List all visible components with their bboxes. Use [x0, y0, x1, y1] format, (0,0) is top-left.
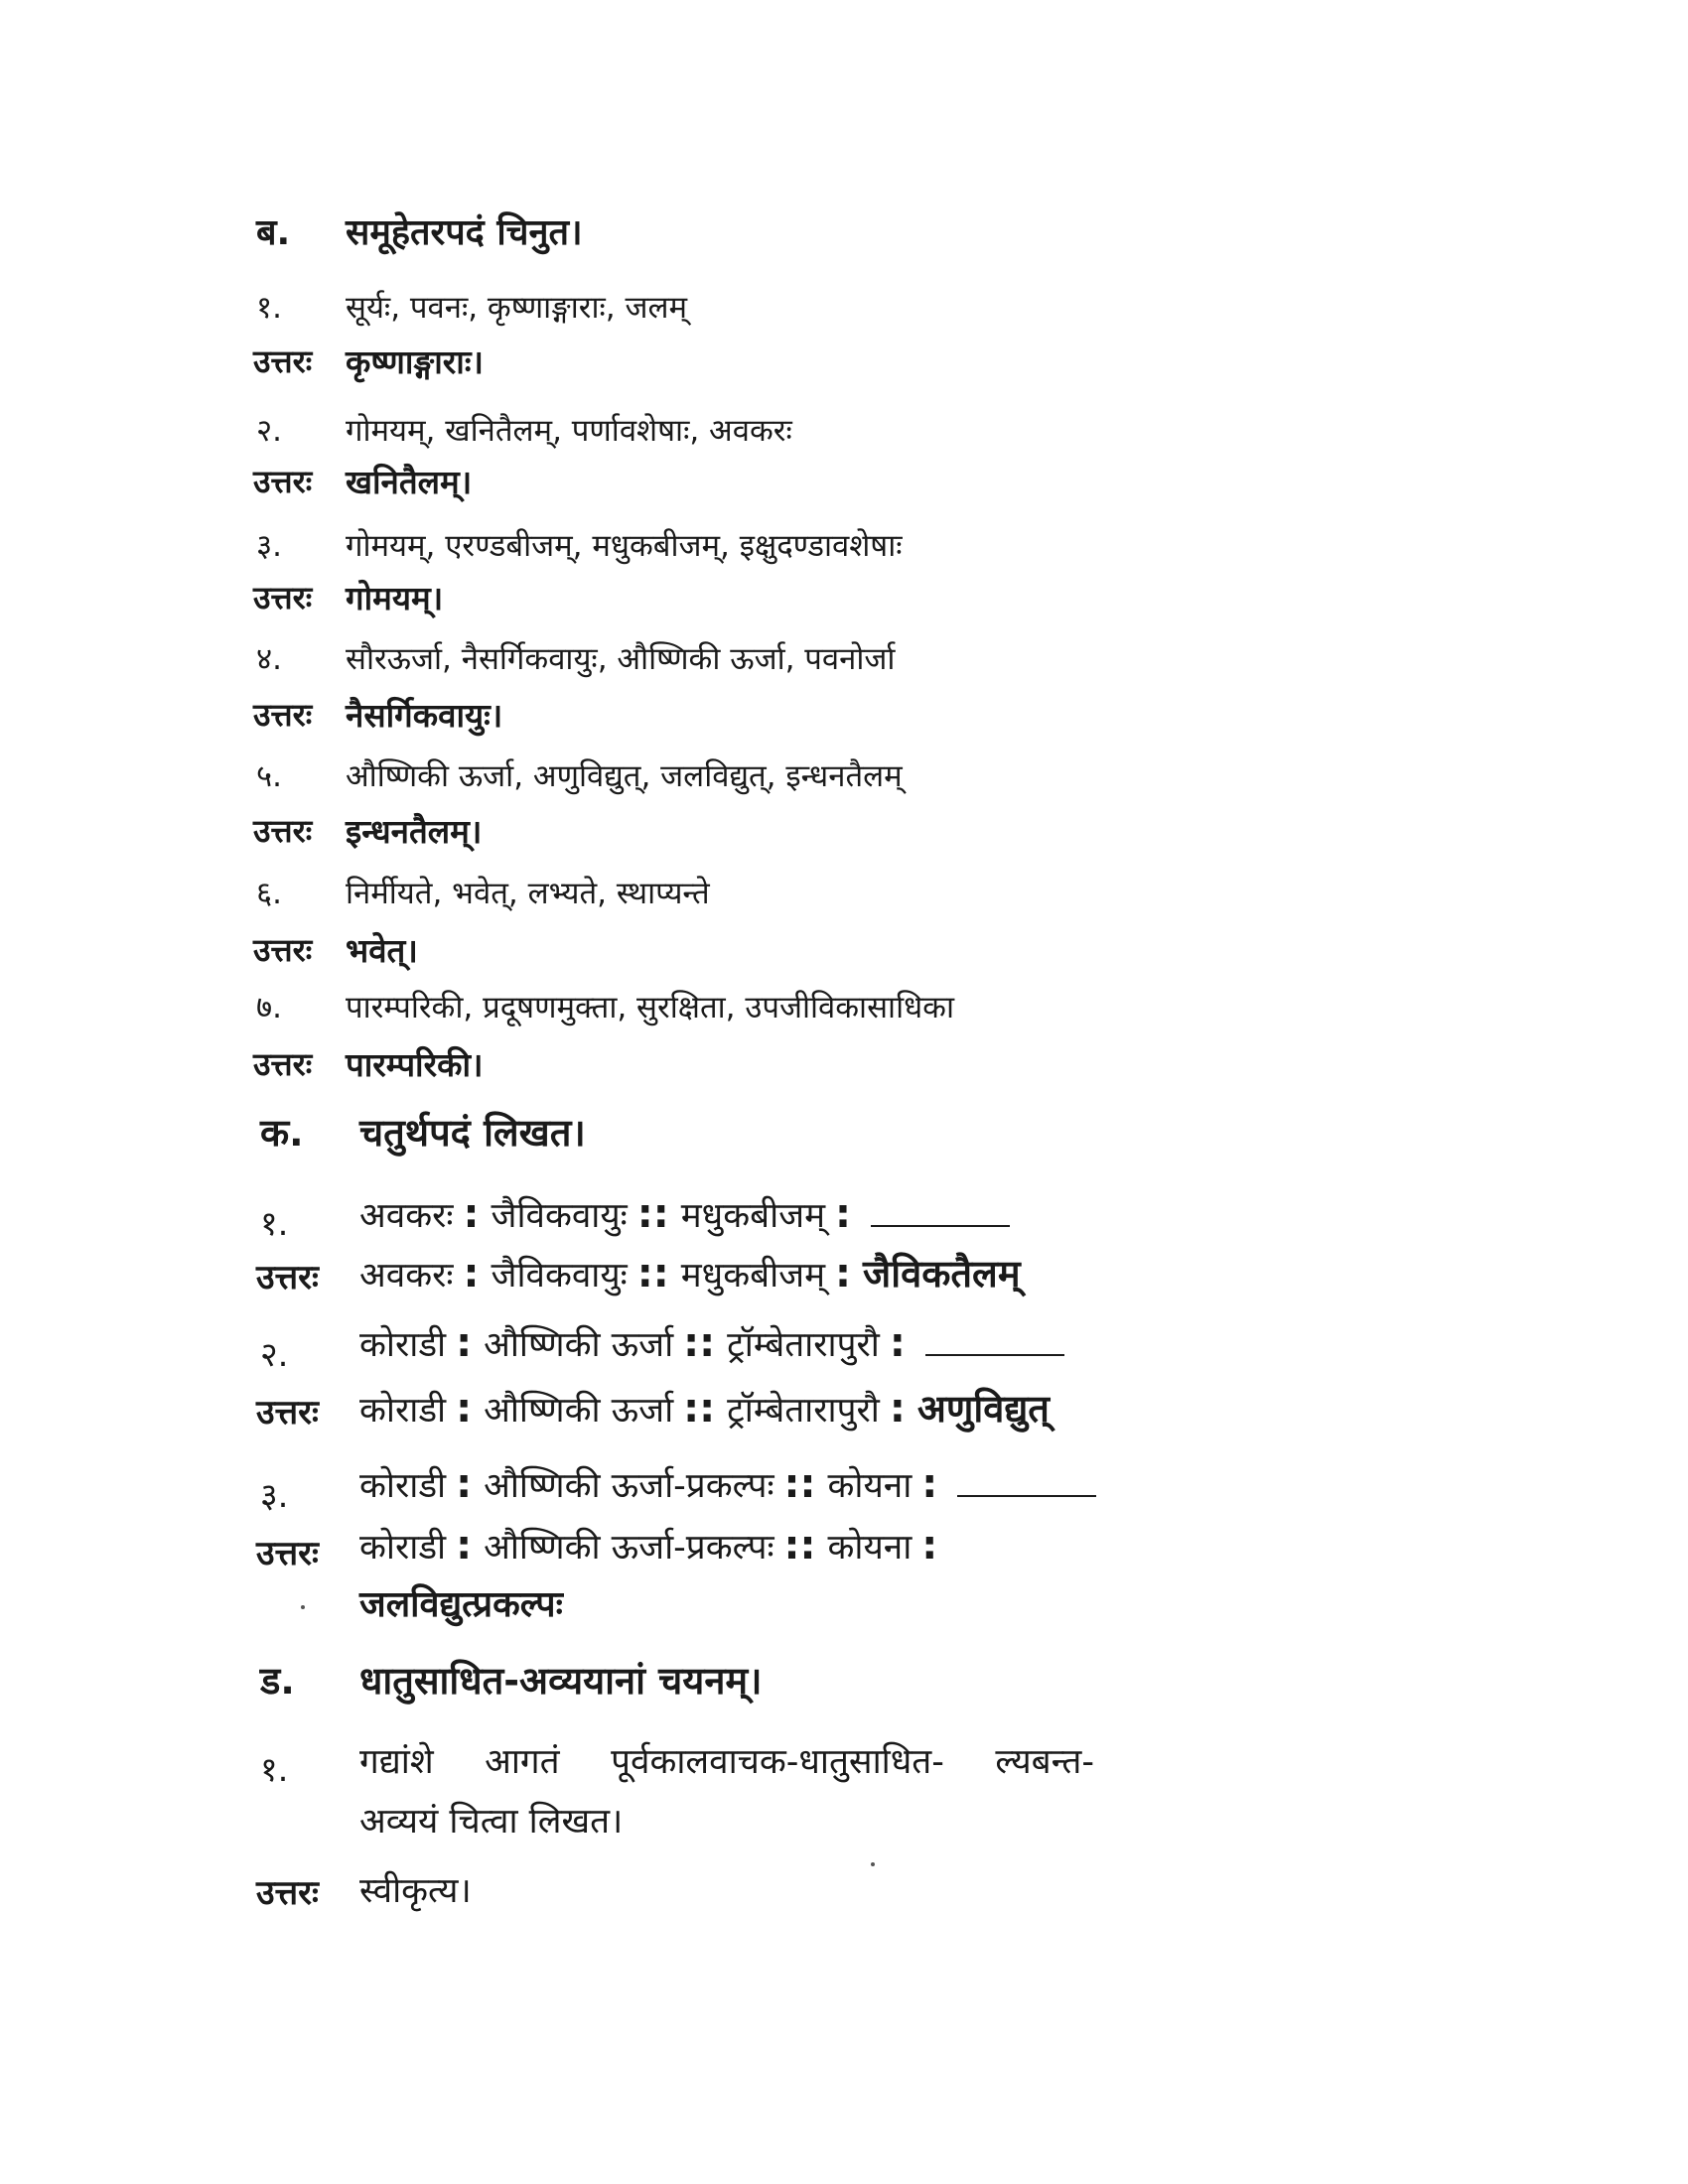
answer-label: उत्तरः — [253, 463, 313, 500]
analogy-term: औष्णिकी ऊर्जा — [484, 1325, 674, 1365]
item-number: १. — [256, 290, 282, 326]
analogy-term: ट्रॉम्बेतारापुरौ — [727, 1391, 880, 1431]
item-answer: नैसर्गिकवायुः। — [346, 696, 503, 735]
section-d-marker: ड. — [260, 1659, 295, 1703]
answer-label: उत्तरः — [256, 1393, 319, 1433]
section-k-marker: क. — [260, 1111, 304, 1155]
answer-blank — [957, 1467, 1096, 1497]
analogy-term: अवकरः — [359, 1256, 454, 1296]
item-question: औष्णिकी ऊर्जा, अणुविद्युत्, जलविद्युत्, इन्धनतैलम् — [346, 758, 903, 794]
analogy-term: कोराडी — [359, 1528, 447, 1568]
analogy-term: जैविकवायुः — [491, 1196, 628, 1236]
scan-speck — [301, 1605, 305, 1609]
separator: :: — [636, 1191, 669, 1237]
separator: :: — [683, 1320, 716, 1366]
item-number: १. — [260, 1750, 289, 1790]
answer-label: उत्तरः — [256, 1258, 319, 1297]
analogy-term: अवकरः — [359, 1196, 454, 1236]
item-question-line: गद्यांशे आगतं पूर्वकालवाचक-धातुसाधित- ल्यबन्त- — [359, 1742, 1094, 1782]
analogy-answer — [359, 1247, 1021, 1298]
analogy-question — [359, 1461, 1096, 1508]
answer-label: उत्तरः — [256, 1534, 319, 1573]
analogy-answer — [359, 1523, 949, 1570]
separator: :: — [783, 1461, 816, 1507]
item-answer: कृष्णाङ्गाराः। — [346, 342, 485, 381]
separator: : — [463, 1251, 480, 1297]
item-number: ४. — [256, 641, 282, 677]
section-b-heading: समूहेतरपदं चिनुत। — [346, 212, 583, 253]
separator: : — [889, 1386, 906, 1432]
item-question: सौरऊर्जा, नैसर्गिकवायुः, औष्णिकी ऊर्जा, पवनोर्जा — [346, 641, 896, 677]
item-question: गोमयम्, खनितैलम्, पर्णावशेषाः, अवकरः — [346, 413, 792, 449]
separator: : — [889, 1320, 906, 1366]
separator: : — [456, 1523, 473, 1569]
separator: : — [835, 1191, 852, 1237]
item-number: ३. — [260, 1476, 289, 1516]
item-question: गोमयम्, एरण्डबीजम्, मधुकबीजम्, इक्षुदण्डावशेषाः — [346, 528, 903, 564]
item-question: सूर्यः, पवनः, कृष्णाङ्गाराः, जलम् — [346, 290, 688, 326]
item-answer: पारम्परिकी। — [346, 1045, 484, 1084]
separator: :: — [683, 1386, 716, 1432]
item-answer: भवेत्। — [346, 931, 418, 970]
item-number: ५. — [256, 758, 282, 794]
analogy-term: मधुकबीजम् — [680, 1256, 826, 1296]
analogy-question — [359, 1191, 1010, 1238]
analogy-term: कोयना — [827, 1466, 913, 1506]
answer-label: उत्तरः — [253, 342, 313, 380]
separator: : — [921, 1523, 938, 1569]
answer-label: उत्तरः — [253, 931, 313, 969]
answer-label: उत्तरः — [256, 1873, 319, 1913]
section-d-heading: धातुसाधित-अव्ययानां चयनम्। — [359, 1659, 763, 1703]
scan-speck — [871, 1862, 875, 1866]
separator: :: — [636, 1251, 669, 1297]
item-answer: स्वीकृत्य। — [359, 1871, 472, 1911]
answer-blank — [925, 1326, 1064, 1356]
analogy-term: जैविकवायुः — [491, 1256, 628, 1296]
item-question: निर्मीयते, भवेत्, लभ्यते, स्थाप्यन्ते — [346, 876, 710, 911]
separator: : — [456, 1386, 473, 1432]
analogy-answer-term: अणुविद्युत् — [916, 1387, 1050, 1431]
separator: : — [463, 1191, 480, 1237]
section-b-marker: ब. — [256, 212, 291, 253]
analogy-answer-term: जलविद्युत्प्रकल्पः — [359, 1584, 563, 1625]
item-number: ३. — [256, 528, 282, 564]
analogy-question — [359, 1320, 1064, 1367]
separator: : — [456, 1461, 473, 1507]
analogy-term: औष्णिकी ऊर्जा — [484, 1391, 674, 1431]
answer-label: उत्तरः — [253, 579, 313, 616]
analogy-term: कोराडी — [359, 1391, 447, 1431]
item-number: २. — [256, 413, 282, 449]
answer-label: उत्तरः — [253, 696, 313, 734]
item-number: २. — [260, 1335, 289, 1375]
analogy-term: औष्णिकी ऊर्जा-प्रकल्पः — [484, 1466, 774, 1506]
analogy-term: मधुकबीजम् — [680, 1196, 826, 1236]
item-number: ६. — [256, 876, 282, 911]
analogy-term: कोराडी — [359, 1466, 447, 1506]
separator: :: — [783, 1523, 816, 1569]
analogy-term: कोराडी — [359, 1325, 447, 1365]
item-answer: इन्धनतैलम्। — [346, 812, 483, 851]
analogy-answer-term: जैविकतैलम् — [863, 1252, 1021, 1296]
answer-blank — [871, 1197, 1010, 1227]
analogy-term: औष्णिकी ऊर्जा-प्रकल्पः — [484, 1528, 774, 1568]
section-k-heading: चतुर्थपदं लिखत। — [359, 1111, 586, 1155]
separator: : — [835, 1251, 852, 1297]
answer-label: उत्तरः — [253, 1045, 313, 1083]
item-question-line: अव्ययं चित्वा लिखत। — [359, 1802, 624, 1842]
analogy-answer — [359, 1382, 1050, 1433]
item-answer: खनितैलम्। — [346, 463, 473, 501]
item-answer: गोमयम्। — [346, 579, 444, 617]
item-number: १. — [260, 1204, 289, 1244]
separator: : — [921, 1461, 938, 1507]
answer-label: उत्तरः — [253, 812, 313, 850]
separator: : — [456, 1320, 473, 1366]
analogy-term: ट्रॉम्बेतारापुरौ — [727, 1325, 880, 1365]
item-number: ७. — [256, 990, 282, 1025]
analogy-term: कोयना — [827, 1528, 913, 1568]
item-question: पारम्परिकी, प्रदूषणमुक्ता, सुरक्षिता, उपजीविकासाधिका — [346, 990, 954, 1025]
